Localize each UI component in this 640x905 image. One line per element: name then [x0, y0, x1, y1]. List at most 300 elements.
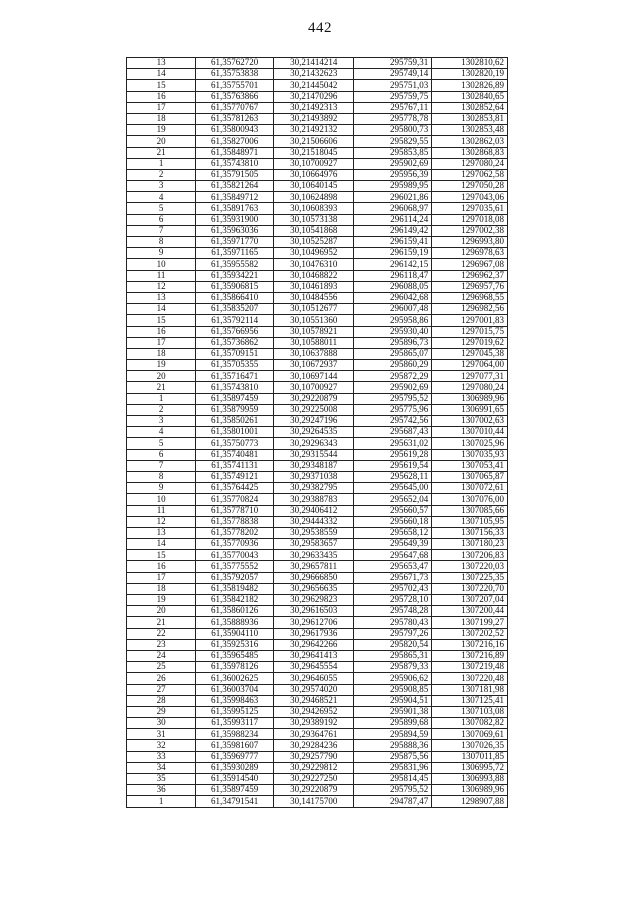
x-coordinate-cell: 295660,57	[354, 505, 432, 516]
table-row	[127, 762, 508, 773]
y-coordinate-cell: 1307220,48	[432, 673, 508, 684]
table-row	[127, 404, 508, 415]
latitude-cell: 61,35842182	[196, 595, 274, 606]
point-number-cell: 8	[127, 237, 196, 248]
x-coordinate-cell: 295658,12	[354, 527, 432, 538]
point-number-cell: 7	[127, 225, 196, 236]
table-row	[127, 382, 508, 393]
point-number-cell: 11	[127, 270, 196, 281]
y-coordinate-cell: 1307200,44	[432, 606, 508, 617]
y-coordinate-cell: 1297077,31	[432, 371, 508, 382]
y-coordinate-cell: 1307010,44	[432, 427, 508, 438]
y-coordinate-cell: 1307220,70	[432, 583, 508, 594]
longitude-cell: 30,10551360	[274, 315, 354, 326]
y-coordinate-cell: 1297062,58	[432, 169, 508, 180]
longitude-cell: 30,14175700	[274, 796, 354, 807]
point-number-cell: 16	[127, 326, 196, 337]
table-row	[127, 337, 508, 348]
x-coordinate-cell: 295906,62	[354, 673, 432, 684]
latitude-cell: 61,35897459	[196, 393, 274, 404]
y-coordinate-cell: 1307181,98	[432, 684, 508, 695]
y-coordinate-cell: 1307085,66	[432, 505, 508, 516]
longitude-cell: 30,10573138	[274, 214, 354, 225]
table-row	[127, 449, 508, 460]
x-coordinate-cell: 295899,68	[354, 718, 432, 729]
x-coordinate-cell: 295749,14	[354, 69, 432, 80]
point-number-cell: 27	[127, 684, 196, 695]
point-number-cell: 10	[127, 494, 196, 505]
longitude-cell: 30,21493892	[274, 113, 354, 124]
table-row	[127, 371, 508, 382]
table-row	[127, 181, 508, 192]
x-coordinate-cell: 295759,75	[354, 91, 432, 102]
point-number-cell: 33	[127, 751, 196, 762]
y-coordinate-cell: 1297002,38	[432, 225, 508, 236]
y-coordinate-cell: 1307082,82	[432, 718, 508, 729]
latitude-cell: 61,36002625	[196, 673, 274, 684]
table-row	[127, 684, 508, 695]
latitude-cell: 61,35750773	[196, 438, 274, 449]
table-row	[127, 259, 508, 270]
longitude-cell: 30,29574020	[274, 684, 354, 695]
latitude-cell: 61,35827006	[196, 136, 274, 147]
table-row	[127, 617, 508, 628]
y-coordinate-cell: 1297043,06	[432, 192, 508, 203]
table-row	[127, 527, 508, 538]
point-number-cell: 19	[127, 360, 196, 371]
point-number-cell: 5	[127, 438, 196, 449]
x-coordinate-cell: 295872,29	[354, 371, 432, 382]
longitude-cell: 30,29444332	[274, 516, 354, 527]
table-row	[127, 505, 508, 516]
x-coordinate-cell: 295742,56	[354, 416, 432, 427]
table-row	[127, 136, 508, 147]
point-number-cell: 1	[127, 796, 196, 807]
table-row	[127, 360, 508, 371]
longitude-cell: 30,29656635	[274, 583, 354, 594]
y-coordinate-cell: 1297080,24	[432, 158, 508, 169]
latitude-cell: 61,35781263	[196, 113, 274, 124]
y-coordinate-cell: 1307156,33	[432, 527, 508, 538]
x-coordinate-cell: 295649,39	[354, 539, 432, 550]
x-coordinate-cell: 295619,54	[354, 460, 432, 471]
latitude-cell: 61,35801001	[196, 427, 274, 438]
longitude-cell: 30,10672937	[274, 360, 354, 371]
point-number-cell: 5	[127, 203, 196, 214]
point-number-cell: 13	[127, 292, 196, 303]
table-row	[127, 102, 508, 113]
x-coordinate-cell: 296118,47	[354, 270, 432, 281]
point-number-cell: 14	[127, 69, 196, 80]
longitude-cell: 30,29247196	[274, 416, 354, 427]
point-number-cell: 8	[127, 471, 196, 482]
y-coordinate-cell: 1307065,87	[432, 471, 508, 482]
longitude-cell: 30,29264535	[274, 427, 354, 438]
x-coordinate-cell: 294787,47	[354, 796, 432, 807]
longitude-cell: 30,21470296	[274, 91, 354, 102]
latitude-cell: 61,35965485	[196, 650, 274, 661]
latitude-cell: 61,35888936	[196, 617, 274, 628]
y-coordinate-cell: 1302840,65	[432, 91, 508, 102]
point-number-cell: 4	[127, 427, 196, 438]
x-coordinate-cell: 295860,29	[354, 360, 432, 371]
y-coordinate-cell: 1296957,76	[432, 281, 508, 292]
coordinates-table	[126, 57, 508, 808]
longitude-cell: 30,29220879	[274, 785, 354, 796]
latitude-cell: 61,35705355	[196, 360, 274, 371]
y-coordinate-cell: 1307199,27	[432, 617, 508, 628]
table-row	[127, 69, 508, 80]
x-coordinate-cell: 295865,07	[354, 348, 432, 359]
table-row	[127, 785, 508, 796]
table-row	[127, 248, 508, 259]
y-coordinate-cell: 1298907,88	[432, 796, 508, 807]
y-coordinate-cell: 1307076,00	[432, 494, 508, 505]
y-coordinate-cell: 1297045,38	[432, 348, 508, 359]
longitude-cell: 30,21518045	[274, 147, 354, 158]
latitude-cell: 61,35743810	[196, 158, 274, 169]
longitude-cell: 30,29257790	[274, 751, 354, 762]
latitude-cell: 61,35971770	[196, 237, 274, 248]
point-number-cell: 13	[127, 527, 196, 538]
latitude-cell: 61,35792057	[196, 572, 274, 583]
x-coordinate-cell: 295879,33	[354, 662, 432, 673]
x-coordinate-cell: 296114,24	[354, 214, 432, 225]
longitude-cell: 30,29296343	[274, 438, 354, 449]
x-coordinate-cell: 295631,02	[354, 438, 432, 449]
longitude-cell: 30,10461893	[274, 281, 354, 292]
point-number-cell: 3	[127, 181, 196, 192]
point-number-cell: 6	[127, 449, 196, 460]
point-number-cell: 21	[127, 382, 196, 393]
longitude-cell: 30,21492313	[274, 102, 354, 113]
point-number-cell: 30	[127, 718, 196, 729]
x-coordinate-cell: 295865,31	[354, 650, 432, 661]
longitude-cell: 30,29617936	[274, 628, 354, 639]
point-number-cell: 23	[127, 639, 196, 650]
x-coordinate-cell: 295904,51	[354, 695, 432, 706]
longitude-cell: 30,29642266	[274, 639, 354, 650]
x-coordinate-cell: 295728,10	[354, 595, 432, 606]
table-row	[127, 662, 508, 673]
y-coordinate-cell: 1307011,85	[432, 751, 508, 762]
point-number-cell: 10	[127, 259, 196, 270]
point-number-cell: 31	[127, 729, 196, 740]
latitude-cell: 61,35995125	[196, 706, 274, 717]
table-row	[127, 203, 508, 214]
y-coordinate-cell: 1306989,96	[432, 393, 508, 404]
point-number-cell: 34	[127, 762, 196, 773]
y-coordinate-cell: 1307216,89	[432, 650, 508, 661]
table-row	[127, 774, 508, 785]
point-number-cell: 24	[127, 650, 196, 661]
latitude-cell: 61,35848971	[196, 147, 274, 158]
table-row	[127, 796, 508, 807]
longitude-cell: 30,10700927	[274, 158, 354, 169]
table-row	[127, 91, 508, 102]
point-number-cell: 28	[127, 695, 196, 706]
x-coordinate-cell: 295800,73	[354, 125, 432, 136]
point-number-cell: 4	[127, 192, 196, 203]
latitude-cell: 61,35770936	[196, 539, 274, 550]
y-coordinate-cell: 1306991,65	[432, 404, 508, 415]
longitude-cell: 30,29220879	[274, 393, 354, 404]
y-coordinate-cell: 1297001,83	[432, 315, 508, 326]
y-coordinate-cell: 1296968,55	[432, 292, 508, 303]
table-row	[127, 650, 508, 661]
y-coordinate-cell: 1302810,62	[432, 58, 508, 69]
table-row	[127, 718, 508, 729]
table-row	[127, 427, 508, 438]
longitude-cell: 30,10525287	[274, 237, 354, 248]
latitude-cell: 61,35762720	[196, 58, 274, 69]
point-number-cell: 9	[127, 483, 196, 494]
longitude-cell: 30,10496952	[274, 248, 354, 259]
table-row	[127, 460, 508, 471]
latitude-cell: 61,35736862	[196, 337, 274, 348]
x-coordinate-cell: 296007,48	[354, 304, 432, 315]
x-coordinate-cell: 295645,00	[354, 483, 432, 494]
y-coordinate-cell: 1302868,83	[432, 147, 508, 158]
point-number-cell: 29	[127, 706, 196, 717]
point-number-cell: 2	[127, 404, 196, 415]
point-number-cell: 32	[127, 740, 196, 751]
y-coordinate-cell: 1302853,81	[432, 113, 508, 124]
table-row	[127, 561, 508, 572]
latitude-cell: 61,35971165	[196, 248, 274, 259]
longitude-cell: 30,21492132	[274, 125, 354, 136]
x-coordinate-cell: 295989,95	[354, 181, 432, 192]
x-coordinate-cell: 295853,85	[354, 147, 432, 158]
latitude-cell: 61,35792114	[196, 315, 274, 326]
y-coordinate-cell: 1307072,61	[432, 483, 508, 494]
latitude-cell: 61,35891763	[196, 203, 274, 214]
latitude-cell: 61,35709151	[196, 348, 274, 359]
y-coordinate-cell: 1296993,80	[432, 237, 508, 248]
point-number-cell: 20	[127, 606, 196, 617]
point-number-cell: 14	[127, 539, 196, 550]
x-coordinate-cell: 296142,15	[354, 259, 432, 270]
x-coordinate-cell: 295795,52	[354, 393, 432, 404]
y-coordinate-cell: 1307002,63	[432, 416, 508, 427]
point-number-cell: 12	[127, 516, 196, 527]
table-row	[127, 751, 508, 762]
x-coordinate-cell: 295619,28	[354, 449, 432, 460]
x-coordinate-cell: 295901,38	[354, 706, 432, 717]
point-number-cell: 15	[127, 315, 196, 326]
x-coordinate-cell: 296088,05	[354, 281, 432, 292]
latitude-cell: 61,35763866	[196, 91, 274, 102]
latitude-cell: 61,35778838	[196, 516, 274, 527]
y-coordinate-cell: 1297050,28	[432, 181, 508, 192]
y-coordinate-cell: 1302820,19	[432, 69, 508, 80]
longitude-cell: 30,10541868	[274, 225, 354, 236]
x-coordinate-cell: 296021,86	[354, 192, 432, 203]
latitude-cell: 61,35821264	[196, 181, 274, 192]
latitude-cell: 61,35904110	[196, 628, 274, 639]
y-coordinate-cell: 1297035,61	[432, 203, 508, 214]
coordinates-table-body	[127, 58, 508, 808]
y-coordinate-cell: 1307025,96	[432, 438, 508, 449]
longitude-cell: 30,10588011	[274, 337, 354, 348]
x-coordinate-cell: 295687,43	[354, 427, 432, 438]
latitude-cell: 61,34791541	[196, 796, 274, 807]
longitude-cell: 30,10640145	[274, 181, 354, 192]
latitude-cell: 61,35753838	[196, 69, 274, 80]
longitude-cell: 30,29382795	[274, 483, 354, 494]
longitude-cell: 30,10624898	[274, 192, 354, 203]
table-row	[127, 192, 508, 203]
x-coordinate-cell: 295702,43	[354, 583, 432, 594]
x-coordinate-cell: 295908,85	[354, 684, 432, 695]
y-coordinate-cell: 1296982,56	[432, 304, 508, 315]
x-coordinate-cell: 295814,45	[354, 774, 432, 785]
table-row	[127, 393, 508, 404]
table-row	[127, 348, 508, 359]
x-coordinate-cell: 295671,73	[354, 572, 432, 583]
point-number-cell: 17	[127, 572, 196, 583]
point-number-cell: 14	[127, 304, 196, 315]
latitude-cell: 61,35930289	[196, 762, 274, 773]
longitude-cell: 30,29225008	[274, 404, 354, 415]
longitude-cell: 30,21445042	[274, 80, 354, 91]
y-coordinate-cell: 1302826,89	[432, 80, 508, 91]
latitude-cell: 61,35766956	[196, 326, 274, 337]
point-number-cell: 21	[127, 617, 196, 628]
longitude-cell: 30,10484556	[274, 292, 354, 303]
point-number-cell: 22	[127, 628, 196, 639]
latitude-cell: 61,35764425	[196, 483, 274, 494]
point-number-cell: 15	[127, 550, 196, 561]
longitude-cell: 30,29389192	[274, 718, 354, 729]
latitude-cell: 61,35755701	[196, 80, 274, 91]
table-row	[127, 695, 508, 706]
longitude-cell: 30,10608393	[274, 203, 354, 214]
latitude-cell: 61,35879959	[196, 404, 274, 415]
longitude-cell: 30,29348187	[274, 460, 354, 471]
longitude-cell: 30,29468521	[274, 695, 354, 706]
latitude-cell: 61,35860126	[196, 606, 274, 617]
x-coordinate-cell: 295930,40	[354, 326, 432, 337]
x-coordinate-cell: 295820,54	[354, 639, 432, 650]
point-number-cell: 25	[127, 662, 196, 673]
latitude-cell: 61,35749121	[196, 471, 274, 482]
longitude-cell: 30,29645554	[274, 662, 354, 673]
longitude-cell: 30,29657811	[274, 561, 354, 572]
latitude-cell: 61,35778202	[196, 527, 274, 538]
table-row	[127, 315, 508, 326]
y-coordinate-cell: 1307105,95	[432, 516, 508, 527]
latitude-cell: 61,35978126	[196, 662, 274, 673]
table-row	[127, 438, 508, 449]
latitude-cell: 61,35740481	[196, 449, 274, 460]
point-number-cell: 36	[127, 785, 196, 796]
latitude-cell: 61,35849712	[196, 192, 274, 203]
table-row	[127, 326, 508, 337]
latitude-cell: 61,35988234	[196, 729, 274, 740]
point-number-cell: 6	[127, 214, 196, 225]
table-row	[127, 673, 508, 684]
point-number-cell: 13	[127, 58, 196, 69]
longitude-cell: 30,29646055	[274, 673, 354, 684]
latitude-cell: 61,35850261	[196, 416, 274, 427]
x-coordinate-cell: 295628,11	[354, 471, 432, 482]
latitude-cell: 61,35969777	[196, 751, 274, 762]
table-row	[127, 237, 508, 248]
x-coordinate-cell: 295894,59	[354, 729, 432, 740]
longitude-cell: 30,29284236	[274, 740, 354, 751]
table-row	[127, 706, 508, 717]
point-number-cell: 35	[127, 774, 196, 785]
longitude-cell: 30,10578921	[274, 326, 354, 337]
x-coordinate-cell: 295829,55	[354, 136, 432, 147]
table-row	[127, 550, 508, 561]
x-coordinate-cell: 295795,52	[354, 785, 432, 796]
y-coordinate-cell: 1297018,08	[432, 214, 508, 225]
y-coordinate-cell: 1307216,16	[432, 639, 508, 650]
latitude-cell: 61,35906815	[196, 281, 274, 292]
longitude-cell: 30,29641413	[274, 650, 354, 661]
table-row	[127, 281, 508, 292]
table-row	[127, 158, 508, 169]
y-coordinate-cell: 1307206,83	[432, 550, 508, 561]
longitude-cell: 30,10664976	[274, 169, 354, 180]
latitude-cell: 61,35993117	[196, 718, 274, 729]
longitude-cell: 30,21432623	[274, 69, 354, 80]
longitude-cell: 30,29371038	[274, 471, 354, 482]
latitude-cell: 61,35897459	[196, 785, 274, 796]
x-coordinate-cell: 295660,18	[354, 516, 432, 527]
y-coordinate-cell: 1307125,41	[432, 695, 508, 706]
y-coordinate-cell: 1307220,03	[432, 561, 508, 572]
table-row	[127, 169, 508, 180]
longitude-cell: 30,10637888	[274, 348, 354, 359]
latitude-cell: 61,35778710	[196, 505, 274, 516]
latitude-cell: 61,35741131	[196, 460, 274, 471]
latitude-cell: 61,35998463	[196, 695, 274, 706]
point-number-cell: 18	[127, 583, 196, 594]
table-row	[127, 606, 508, 617]
table-row	[127, 416, 508, 427]
latitude-cell: 61,35963036	[196, 225, 274, 236]
longitude-cell: 30,29612706	[274, 617, 354, 628]
y-coordinate-cell: 1307180,23	[432, 539, 508, 550]
table-row	[127, 595, 508, 606]
point-number-cell: 19	[127, 125, 196, 136]
x-coordinate-cell: 295797,26	[354, 628, 432, 639]
latitude-cell: 61,35770824	[196, 494, 274, 505]
table-row	[127, 113, 508, 124]
longitude-cell: 30,10476310	[274, 259, 354, 270]
x-coordinate-cell: 296042,68	[354, 292, 432, 303]
x-coordinate-cell: 295775,96	[354, 404, 432, 415]
x-coordinate-cell: 296149,42	[354, 225, 432, 236]
longitude-cell: 30,29629823	[274, 595, 354, 606]
point-number-cell: 18	[127, 113, 196, 124]
point-number-cell: 20	[127, 371, 196, 382]
page-number: 442	[308, 20, 332, 36]
latitude-cell: 61,35931900	[196, 214, 274, 225]
latitude-cell: 61,35775552	[196, 561, 274, 572]
x-coordinate-cell: 295956,39	[354, 169, 432, 180]
y-coordinate-cell: 1307069,61	[432, 729, 508, 740]
point-number-cell: 19	[127, 595, 196, 606]
y-coordinate-cell: 1307103,08	[432, 706, 508, 717]
point-number-cell: 9	[127, 248, 196, 259]
table-row	[127, 516, 508, 527]
point-number-cell: 2	[127, 169, 196, 180]
x-coordinate-cell: 295778,78	[354, 113, 432, 124]
